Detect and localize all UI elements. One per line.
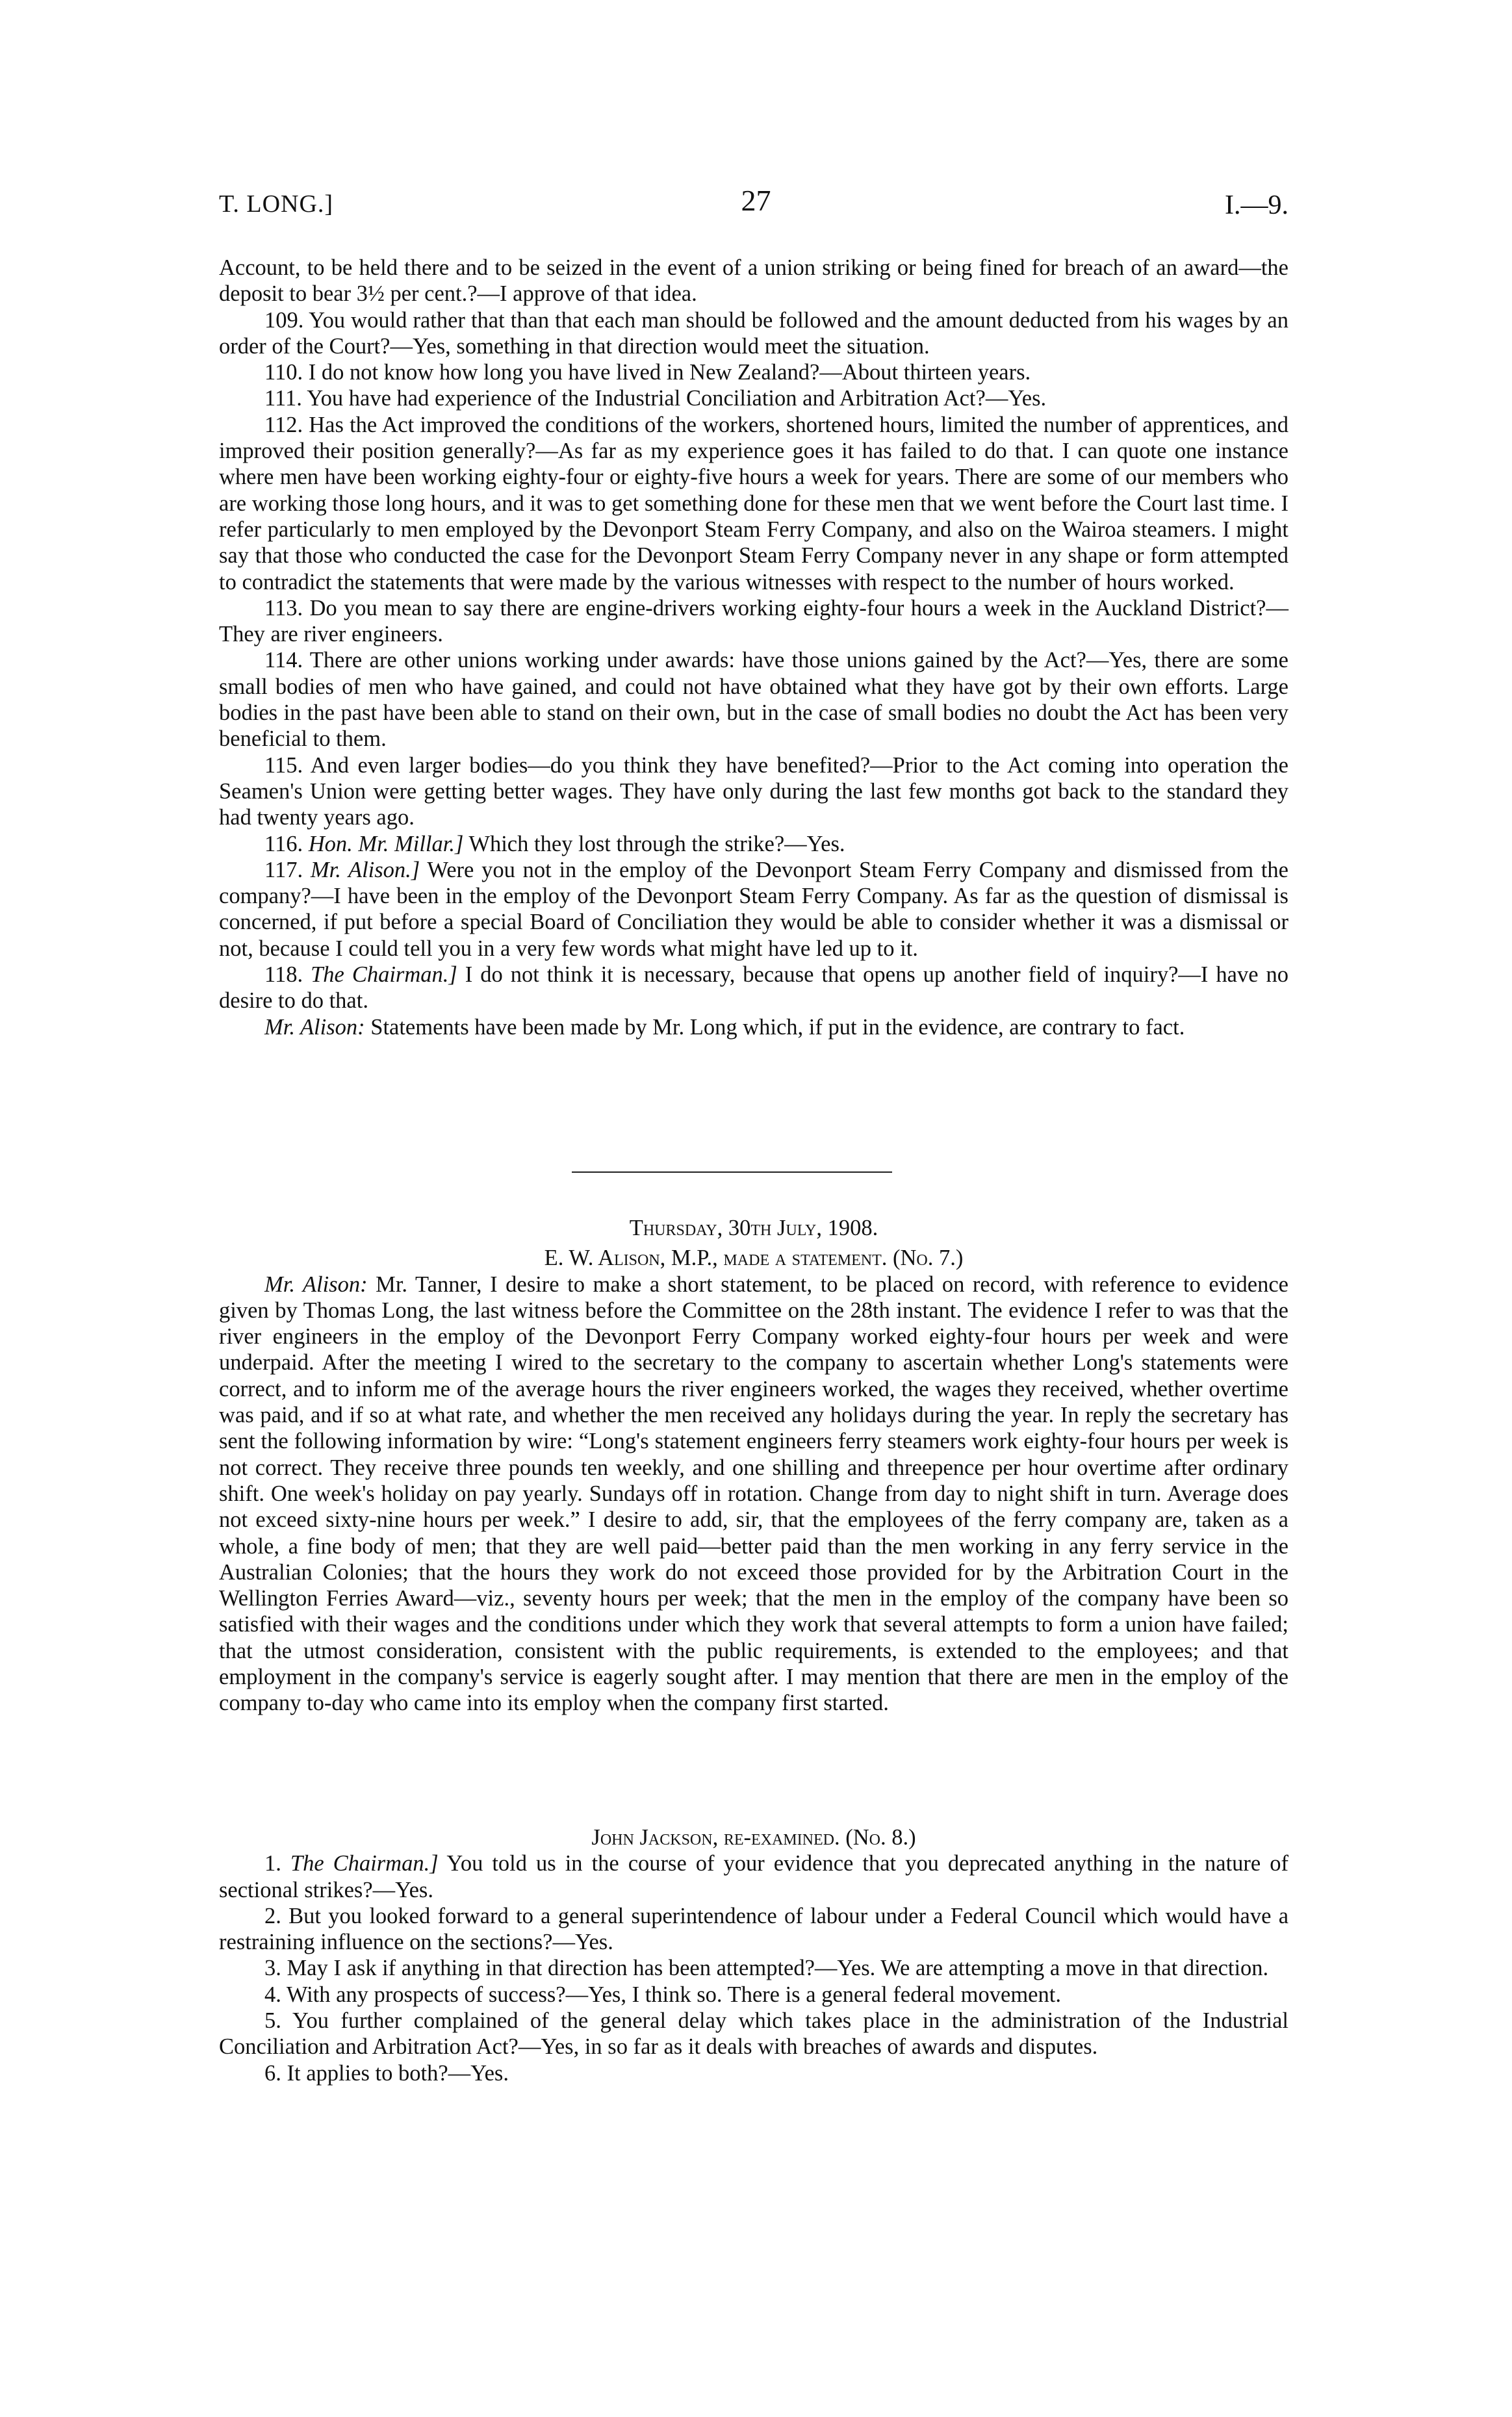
evidence-paragraph: [219, 359, 1288, 385]
evidence-paragraph: [219, 857, 1288, 962]
evidence-paragraph: [219, 595, 1288, 648]
paragraph-text: Were you not in the employ of the Devonport Steam Ferry Company and dismissed from the company?—I have been in the employ of the Devonport Steam Ferry Company. As far as the question of dismissal is concerned, if put before a special Board of Conciliation they would be able to consider whether it was a dismissal or not, because I could tell you in a very few words what might have led up to it.: [219, 857, 1288, 961]
evidence-section-jackson: [219, 1824, 1288, 2086]
paragraph-text: It applies to both?—Yes.: [287, 2060, 509, 2086]
evidence-paragraph: [219, 412, 1288, 595]
evidence-paragraph: [219, 831, 1288, 857]
page-number: 27: [741, 184, 771, 217]
question-number: 4.: [264, 1982, 281, 2007]
paragraph-text: You have had experience of the Industrial Conciliation and Arbitration Act?—Yes.: [307, 386, 1047, 411]
question-number: 111.: [264, 386, 302, 411]
speaker-label: The Chairman.]: [290, 1851, 439, 1876]
evidence-paragraph: [219, 1955, 1288, 1981]
question-number: 113.: [264, 595, 303, 620]
section-divider: [572, 1171, 892, 1173]
question-number: 110.: [264, 360, 303, 385]
question-number: 6.: [264, 2060, 281, 2086]
evidence-paragraph: [219, 2008, 1288, 2060]
question-number: 114.: [264, 648, 303, 673]
paragraph-text: Mr. Tanner, I desire to make a short statement, to be placed on record, with reference to evidence given by Thomas Long, the last witness before the Committee on the 28th instant. The evidence I refer to was that the river engineers in the employ of the Devonport Ferry Company worked eighty-four hours per week and were underpaid. After the meeting I wired to the secretary to the company to ascertain whether Long's statements were correct, and to inform me of the average hours the river engineers worked, the wages they received, whether overtime was paid, and if so at what rate, and whether the men received any holidays during the year. In reply the secretary has sent the following information by wire: “Long's statement engineers ferry steamers work eighty-four hours per week is not correct. They receive three pounds ten weekly, and one shilling and threepence per hour overtime after ordinary shift. One week's holiday on pay yearly. Sundays off in rotation. Change from day to night shift in turn. Average does not exceed sixty-nine hours per week.” I desire to add, sir, that the employees of the ferry company are, taken as a whole, a fine body of men; that they are well paid—better paid than the men working in any ferry service in the Australian Colonies; that the hours they work do not exceed those provided for by the Arbitration Court in the Wellington Ferries Award—viz., seventy hours per week; that the men in the employ of the company have been so satisfied with their wages and the conditions under which they work that several attempts to form a union have failed; that the utmost consideration, consistent with the public requirements, is extended to the employees; and that employment in the company's service is eagerly sought after. I may mention that there are men in the employ of the company to-day who came into its employ when the company first started.: [219, 1272, 1288, 1716]
question-number: 3.: [264, 1956, 281, 1981]
speaker-label: The Chairman.]: [311, 962, 457, 988]
paragraph-text: Has the Act improved the conditions of the workers, shortened hours, limited the number of apprentices, and improved their position generally?—As far as my experience goes it has failed to do that. I can quote one instance where men have been working eighty-four or eighty-five hours a week for years. There are some of our members who are working those long hours, and it was to get something done for these men that we went before the Court last time. I refer particularly to men employed by the Devonport Steam Ferry Company, and also on the Wairoa steamers. I might say that those who conducted the case for the Devonport Steam Ferry Company never in any shape or form attempted to contradict the statements that were made by the various witnesses with respect to the number of hours worked.: [219, 412, 1289, 595]
question-number: 1.: [264, 1851, 281, 1876]
paragraph-text: I do not know how long you have lived in New Zealand?—About thirteen years.: [308, 360, 1031, 385]
evidence-paragraph: [219, 1014, 1288, 1040]
paragraph-text: Statements have been made by Mr. Long which, if put in the evidence, are contrary to fact.: [370, 1014, 1185, 1040]
evidence-paragraph: [219, 307, 1288, 360]
evidence-paragraph: [219, 2060, 1288, 2086]
evidence-paragraph: [219, 385, 1288, 411]
question-number: 116.: [264, 831, 303, 856]
paragraph-text: You told us in the course of your evidence that you deprecated anything in the nature of sectional strikes?—Yes.: [219, 1851, 1288, 1902]
paragraph-text: I do not think it is necessary, because that opens up another field of inquiry?—I have no desire to do that.: [219, 962, 1288, 1014]
evidence-paragraph: [219, 1982, 1288, 2008]
speaker-label: Mr. Alison:: [264, 1272, 368, 1297]
paragraph-text: Which they lost through the strike?—Yes.: [468, 831, 845, 856]
question-number: 115.: [264, 752, 303, 778]
running-head-left: T. LONG.]: [219, 190, 334, 218]
question-number: 118.: [264, 962, 303, 988]
paragraph-text: And even larger bodies—do you think they have benefited?—Prior to the Act coming into operation the Seamen's Union were getting better wages. They have only during the last few months got back to the standard they had twenty years ago.: [219, 752, 1288, 830]
evidence-paragraph: [219, 255, 1288, 307]
evidence-paragraph: [219, 752, 1288, 831]
speaker-label: Mr. Alison:: [264, 1014, 365, 1040]
question-number: 2.: [264, 1903, 281, 1928]
paragraph-text: But you looked forward to a general superintendence of labour under a Federal Council which would have a restraining influence on the sections?—Yes.: [219, 1903, 1289, 1955]
speaker-label: Hon. Mr. Millar.]: [308, 831, 464, 856]
question-number: 5.: [264, 2008, 281, 2034]
question-number: 112.: [264, 412, 303, 437]
evidence-paragraph: [219, 1850, 1288, 1903]
date-heading: Thursday, 30th July, 1908.: [629, 1216, 878, 1240]
evidence-section-long: [219, 255, 1288, 1040]
evidence-paragraph: [219, 1903, 1288, 1956]
evidence-paragraph: [219, 962, 1288, 1014]
witness-heading: E. W. Alison, M.P., made a statement. (No. 7.): [544, 1246, 964, 1271]
running-head-right: I.—9.: [1225, 190, 1288, 220]
question-number: 109.: [264, 307, 304, 333]
evidence-paragraph: [219, 647, 1288, 752]
statement-section-alison: [219, 1215, 1288, 1717]
paragraph-text: There are other unions working under awards: have those unions gained by the Act?—Yes, there are some small bodies of men who have gained, and could not have obtained what they have got by their own efforts. Large bodies in the past have been able to stand on their own, but in the case of small bodies no doubt the Act has been very beneficial to them.: [219, 648, 1288, 752]
paragraph-text: You further complained of the general delay which takes place in the administration of the Industrial Conciliation and Arbitration Act?—Yes, in so far as it deals with breaches of awards and disputes.: [219, 2008, 1288, 2060]
paragraph-text: With any prospects of success?—Yes, I think so. There is a general federal movement.: [286, 1982, 1061, 2007]
paragraph-text: Do you mean to say there are engine-drivers working eighty-four hours a week in the Auckland District?—They are river engineers.: [219, 595, 1288, 647]
paragraph-text: May I ask if anything in that direction has been attempted?—Yes. We are attempting a move in that direction.: [287, 1956, 1269, 1981]
evidence-paragraph: [219, 1272, 1288, 1717]
witness-heading: John Jackson, re-examined. (No. 8.): [591, 1825, 916, 1850]
question-number: 117.: [264, 857, 303, 882]
paragraph-text: You would rather that than that each man should be followed and the amount deducted from his wages by an order of the Court?—Yes, something in that direction would meet the situation.: [219, 307, 1288, 359]
paragraph-text: Account, to be held there and to be seized in the event of a union striking or being fined for breach of an award—the deposit to bear 3½ per cent.?—I approve of that idea.: [219, 255, 1288, 307]
speaker-label: Mr. Alison.]: [310, 857, 420, 882]
